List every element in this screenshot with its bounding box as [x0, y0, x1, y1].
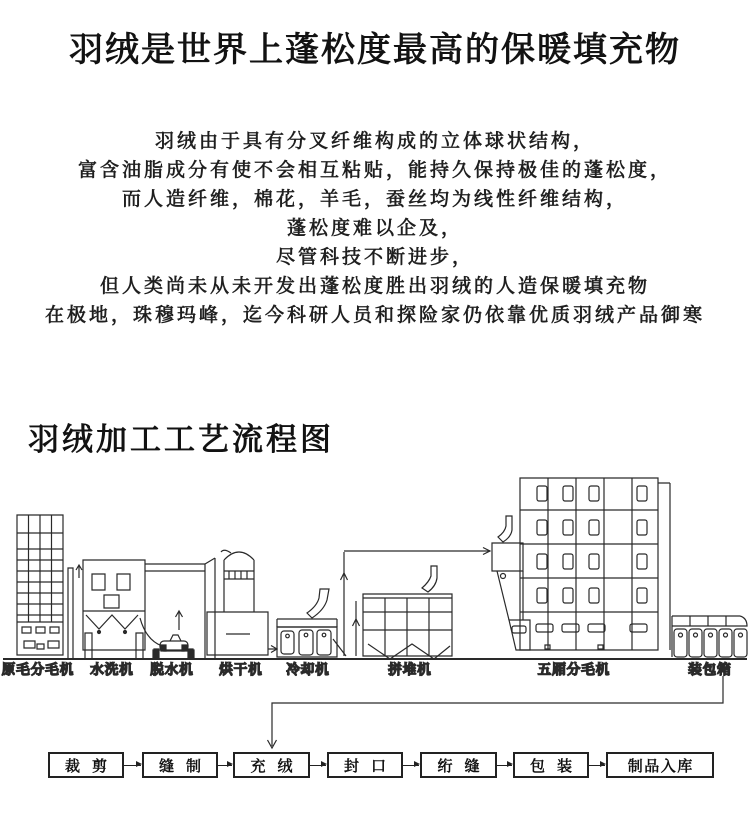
flow-arrow-icon: [497, 765, 512, 766]
flow-step-packing: 包装: [513, 752, 589, 778]
section-title: 羽绒加工工艺流程图: [28, 422, 334, 457]
page-title: 羽绒是世界上蓬松度最高的保暖填充物: [69, 31, 681, 69]
machine-label: 装包箱: [688, 662, 732, 677]
process-diagram: [0, 460, 750, 750]
flow-step-quilting: 绗缝: [420, 752, 497, 778]
machine-washer: [76, 560, 162, 659]
machine-dryer: [207, 550, 268, 655]
flow-arrow-icon: [589, 765, 605, 766]
machine-label: 五厢分毛机: [537, 662, 611, 677]
flow-step-sewing: 缝制: [142, 752, 218, 778]
machine-cooler: [277, 589, 337, 657]
flow-step-filling: 充绒: [233, 752, 310, 778]
duct-pole: [68, 568, 73, 659]
machine-label: 原毛分毛机: [1, 662, 75, 677]
machine-five-chamber-separator: [492, 478, 670, 650]
arrow-dryer-cooler: [268, 646, 277, 653]
machine-raw-separator: [17, 515, 63, 655]
machine-packer: [672, 616, 747, 657]
machine-label: 冷却机: [286, 662, 330, 677]
intro-line: 在极地，珠穆玛峰，迄今科研人员和探险家仍依靠优质羽绒产品御寒: [44, 305, 705, 326]
flow-step-sealing: 封口: [327, 752, 403, 778]
connector-packer-to-filling: [272, 676, 723, 746]
intro-line: 但人类尚未从未开发出蓬松度胜出羽绒的人造保暖填充物: [99, 276, 650, 297]
flow-arrow-icon: [124, 765, 141, 766]
machine-label: 拼堆机: [388, 662, 432, 677]
flow-step-cutting: 裁剪: [48, 752, 124, 778]
pipe-cooler-to-separator: [333, 548, 490, 657]
machine-dewaterer: [153, 611, 194, 659]
flow-arrow-icon: [218, 765, 232, 766]
intro-line: 羽绒由于具有分叉纤维构成的立体球状结构，: [154, 131, 595, 152]
machine-piler: [363, 566, 452, 659]
intro-paragraph: [0, 127, 750, 330]
flow-arrow-icon: [310, 765, 326, 766]
intro-line: 蓬松度难以企及，: [286, 218, 463, 239]
machine-label: 脱水机: [150, 662, 194, 677]
flow-arrow-icon: [403, 765, 419, 766]
intro-line: 富含油脂成分有使不会相互粘贴，能持久保持极佳的蓬松度，: [77, 160, 672, 181]
pipe-washer-dryer: [145, 564, 205, 571]
intro-line: 而人造纤维，棉花，羊毛，蚕丝均为线性纤维结构，: [121, 189, 628, 210]
intro-line: 尽管科技不断进步，: [275, 247, 474, 268]
machine-label: 烘干机: [219, 662, 263, 677]
flow-step-warehousing: 制品入库: [606, 752, 714, 778]
machine-label: 水洗机: [90, 662, 134, 677]
